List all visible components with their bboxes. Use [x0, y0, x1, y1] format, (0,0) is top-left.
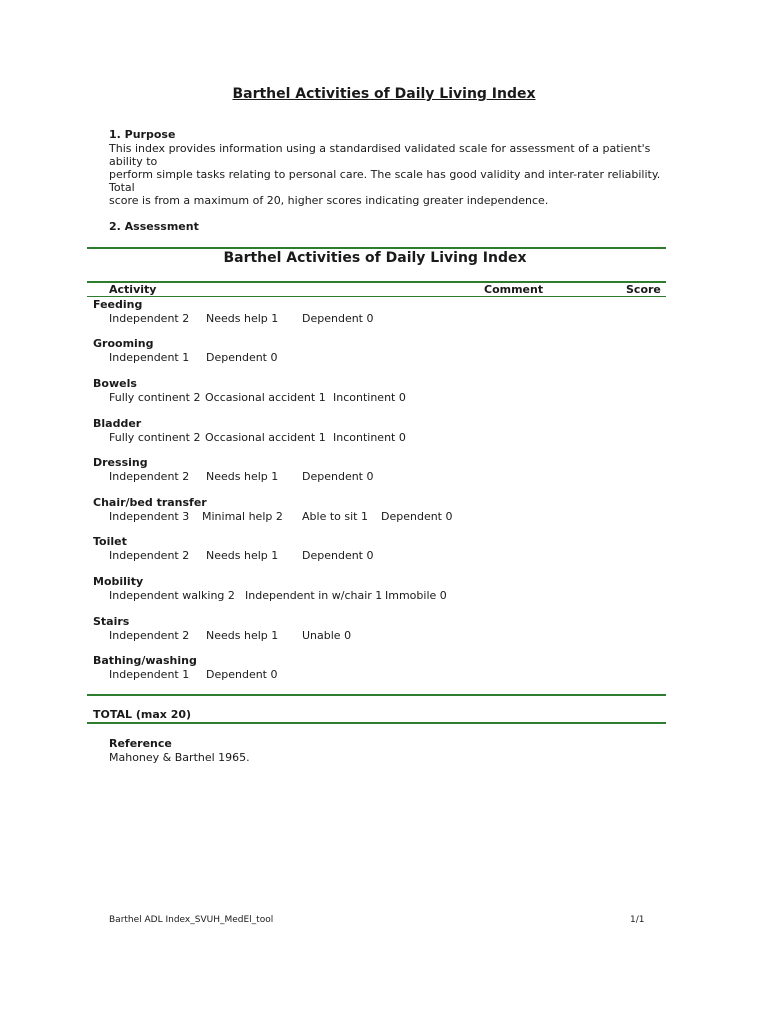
score-option: Independent 2 [109, 312, 190, 325]
table-top-rule [87, 247, 666, 249]
footer-page-number: 1/1 [630, 915, 645, 925]
total-top-rule [87, 694, 666, 696]
activity-name: Chair/bed transfer [93, 496, 207, 509]
document-title: Barthel Activities of Daily Living Index [232, 86, 536, 102]
score-option: Immobile 0 [385, 589, 447, 602]
total-label: TOTAL (max 20) [93, 708, 192, 721]
score-option: Independent 1 [109, 668, 190, 681]
activity-name: Bathing/washing [93, 654, 197, 667]
table-title: Barthel Activities of Daily Living Index [223, 250, 527, 266]
score-option: Able to sit 1 [302, 510, 368, 523]
score-option: Dependent 0 [206, 351, 278, 364]
purpose-heading: 1. Purpose [109, 128, 176, 141]
score-option: Incontinent 0 [333, 391, 406, 404]
score-option: Independent 3 [109, 510, 190, 523]
score-option: Independent 2 [109, 470, 190, 483]
score-option: Unable 0 [302, 629, 352, 642]
activity-name: Toilet [93, 535, 127, 548]
score-option: Occasional accident 1 [205, 391, 326, 404]
score-option: Independent 2 [109, 629, 190, 642]
assessment-heading: 2. Assessment [109, 220, 199, 233]
footer-document-name: Barthel ADL Index_SVUH_MedEl_tool [109, 915, 274, 925]
column-header-rule [87, 296, 666, 297]
activity-name: Mobility [93, 575, 144, 588]
score-option: Fully continent 2 [109, 391, 201, 404]
score-option: Dependent 0 [302, 470, 374, 483]
score-option: Independent 2 [109, 549, 190, 562]
score-option: Independent 1 [109, 351, 190, 364]
activity-name: Grooming [93, 337, 154, 350]
activity-name: Stairs [93, 615, 130, 628]
score-option: Occasional accident 1 [205, 431, 326, 444]
activity-name: Bladder [93, 417, 142, 430]
score-option: Independent in w/chair 1 [245, 589, 383, 602]
score-option: Needs help 1 [206, 629, 279, 642]
column-header-activity: Activity [109, 283, 157, 296]
purpose-line-2: perform simple tasks relating to personal care. The scale has good validity and inter-rater reliability. Total [109, 168, 661, 194]
activity-name: Feeding [93, 298, 143, 311]
column-header-score: Score [626, 283, 661, 296]
reference-heading: Reference [109, 737, 172, 750]
column-header-comment: Comment [484, 283, 544, 296]
table-header-rule [87, 281, 666, 283]
total-bottom-rule [87, 722, 666, 724]
score-option: Dependent 0 [302, 549, 374, 562]
score-option: Dependent 0 [206, 668, 278, 681]
reference-text: Mahoney & Barthel 1965. [109, 751, 250, 764]
purpose-text [109, 142, 669, 207]
score-option: Minimal help 2 [202, 510, 283, 523]
score-option: Needs help 1 [206, 549, 279, 562]
score-option: Needs help 1 [206, 470, 279, 483]
score-option: Incontinent 0 [333, 431, 406, 444]
score-option: Fully continent 2 [109, 431, 201, 444]
activity-name: Dressing [93, 456, 148, 469]
purpose-line-1: This index provides information using a standardised validated scale for assessment of a patient's ability to [109, 142, 651, 168]
purpose-line-3: score is from a maximum of 20, higher scores indicating greater independence. [109, 194, 549, 207]
score-option: Dependent 0 [381, 510, 453, 523]
score-option: Independent walking 2 [109, 589, 235, 602]
score-option: Dependent 0 [302, 312, 374, 325]
activity-name: Bowels [93, 377, 137, 390]
score-option: Needs help 1 [206, 312, 279, 325]
